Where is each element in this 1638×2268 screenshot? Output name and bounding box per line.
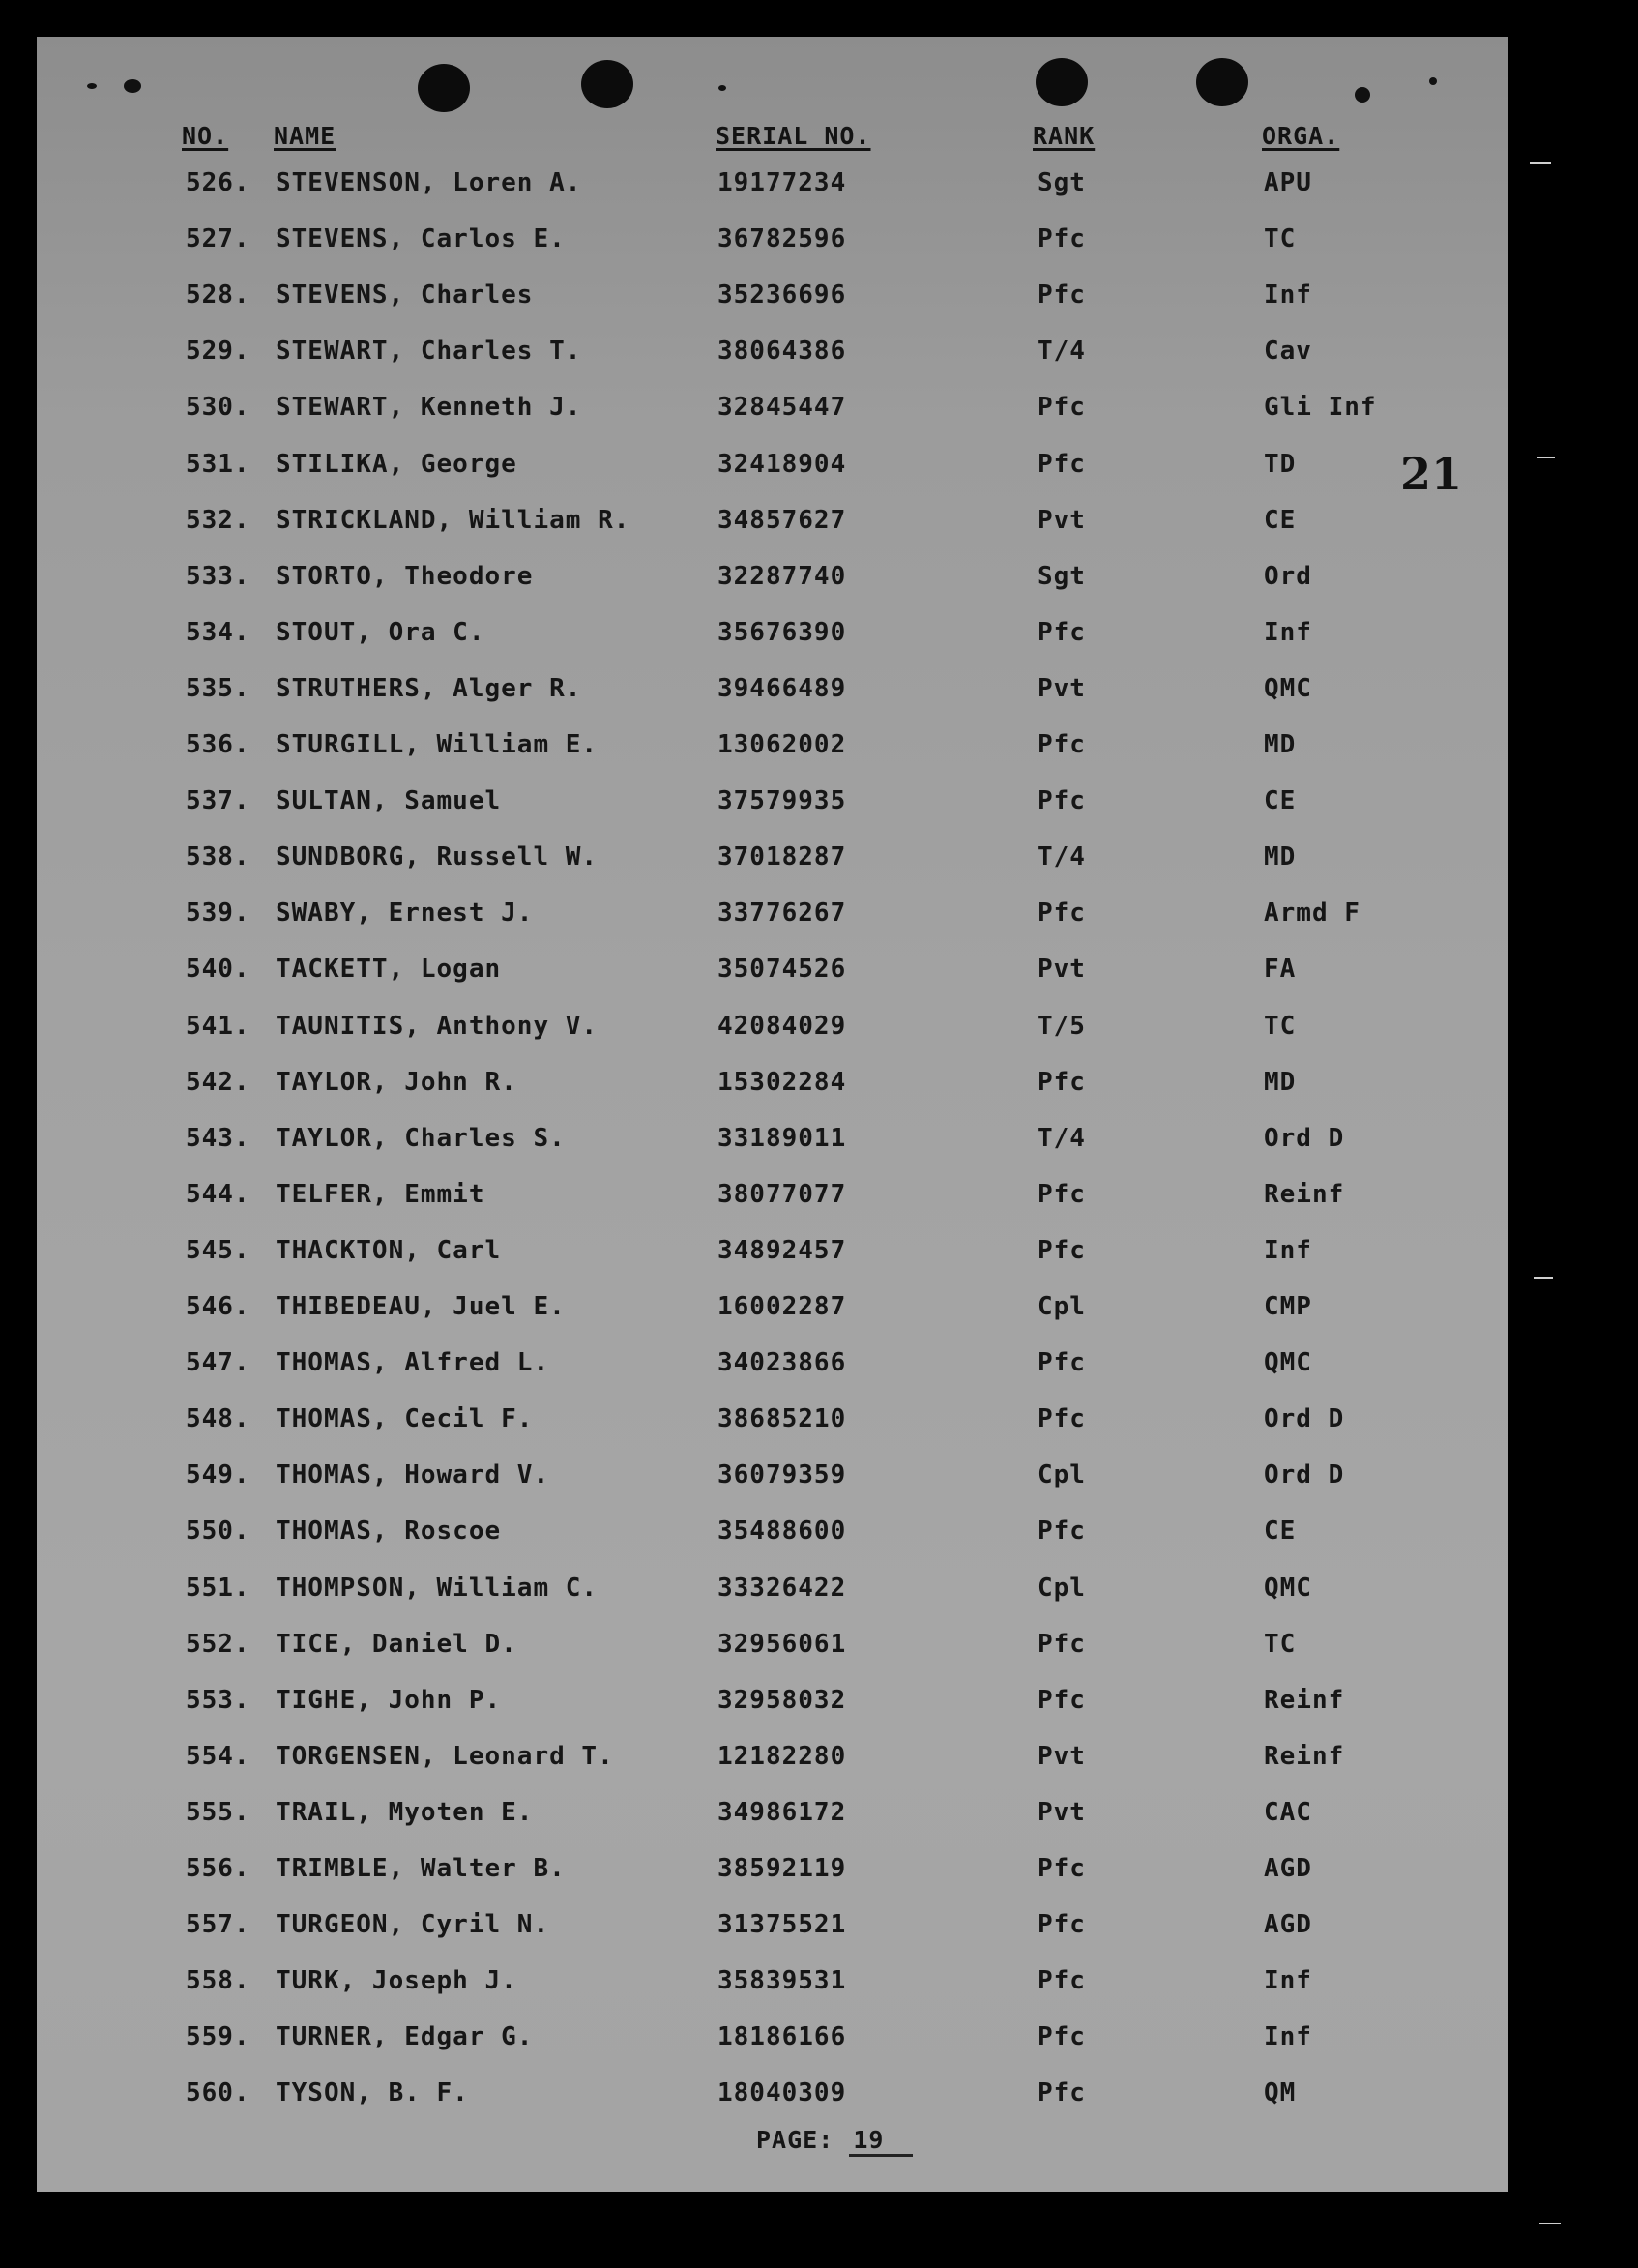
row-name: STORTO, Theodore <box>276 562 534 591</box>
table-row <box>0 506 1638 545</box>
row-number: 559. <box>186 2022 250 2051</box>
edge-mark <box>1530 162 1551 164</box>
row-orga: Inf <box>1264 2022 1312 2051</box>
row-number: 546. <box>186 1292 250 1321</box>
row-number: 529. <box>186 337 250 366</box>
row-serial: 35676390 <box>717 618 847 647</box>
row-number: 538. <box>186 842 250 871</box>
row-orga: Ord D <box>1264 1460 1345 1489</box>
row-rank: Cpl <box>1038 1460 1086 1489</box>
row-rank: Pvt <box>1038 674 1086 703</box>
table-row <box>0 168 1638 207</box>
row-rank: Cpl <box>1038 1292 1086 1321</box>
row-serial: 18186166 <box>717 2022 847 2051</box>
table-row <box>0 1348 1638 1387</box>
row-name: STRUTHERS, Alger R. <box>276 674 582 703</box>
row-number: 533. <box>186 562 250 591</box>
row-number: 532. <box>186 506 250 535</box>
edge-mark <box>1539 2223 1561 2224</box>
row-rank: Pfc <box>1038 1404 1086 1433</box>
row-name: TURK, Joseph J. <box>276 1966 517 1995</box>
row-number: 547. <box>186 1348 250 1377</box>
row-serial: 13062002 <box>717 730 847 759</box>
row-name: THOMAS, Alfred L. <box>276 1348 550 1377</box>
row-name: TICE, Daniel D. <box>276 1630 517 1659</box>
row-name: TACKETT, Logan <box>276 955 502 984</box>
row-name: THOMAS, Cecil F. <box>276 1404 534 1433</box>
row-number: 541. <box>186 1012 250 1041</box>
row-number: 550. <box>186 1517 250 1546</box>
row-name: TURNER, Edgar G. <box>276 2022 534 2051</box>
row-orga: TC <box>1264 224 1297 253</box>
row-orga: MD <box>1264 842 1297 871</box>
row-serial: 33776267 <box>717 898 847 928</box>
row-number: 549. <box>186 1460 250 1489</box>
table-row <box>0 1574 1638 1612</box>
table-row <box>0 1517 1638 1555</box>
row-orga: CAC <box>1264 1798 1312 1827</box>
table-row <box>0 1910 1638 1949</box>
row-rank: Pfc <box>1038 1910 1086 1939</box>
row-number: 553. <box>186 1686 250 1715</box>
punch-hole <box>418 64 470 112</box>
row-rank: Pfc <box>1038 898 1086 928</box>
table-row <box>0 1854 1638 1893</box>
row-rank: T/4 <box>1038 1124 1086 1153</box>
row-orga: APU <box>1264 168 1312 197</box>
row-rank: Pfc <box>1038 1686 1086 1715</box>
table-row <box>0 2022 1638 2061</box>
row-serial: 34857627 <box>717 506 847 535</box>
row-orga: Ord <box>1264 562 1312 591</box>
table-row <box>0 2078 1638 2117</box>
row-number: 535. <box>186 674 250 703</box>
row-rank: Pfc <box>1038 393 1086 422</box>
row-orga: CE <box>1264 786 1297 815</box>
row-number: 531. <box>186 450 250 479</box>
row-serial: 19177234 <box>717 168 847 197</box>
row-name: THOMAS, Howard V. <box>276 1460 550 1489</box>
page-number: 19 <box>849 2126 913 2157</box>
row-orga: Ord D <box>1264 1404 1345 1433</box>
row-serial: 18040309 <box>717 2078 847 2107</box>
table-row <box>0 1236 1638 1275</box>
row-orga: CMP <box>1264 1292 1312 1321</box>
row-serial: 37579935 <box>717 786 847 815</box>
row-name: TURGEON, Cyril N. <box>276 1910 550 1939</box>
row-serial: 12182280 <box>717 1742 847 1771</box>
table-row <box>0 450 1638 488</box>
row-orga: MD <box>1264 1068 1297 1097</box>
row-rank: Cpl <box>1038 1574 1086 1603</box>
row-rank: Pfc <box>1038 730 1086 759</box>
row-orga: Cav <box>1264 337 1312 366</box>
table-row <box>0 1292 1638 1331</box>
row-rank: Pfc <box>1038 618 1086 647</box>
row-name: STEWART, Kenneth J. <box>276 393 582 422</box>
row-rank: Pvt <box>1038 506 1086 535</box>
column-header-orga: ORGA. <box>1262 122 1340 150</box>
row-orga: Inf <box>1264 618 1312 647</box>
row-rank: Pvt <box>1038 1742 1086 1771</box>
row-rank: Pfc <box>1038 450 1086 479</box>
row-number: 555. <box>186 1798 250 1827</box>
row-name: STEWART, Charles T. <box>276 337 582 366</box>
row-name: THACKTON, Carl <box>276 1236 502 1265</box>
row-number: 556. <box>186 1854 250 1883</box>
row-serial: 33326422 <box>717 1574 847 1603</box>
row-orga: Inf <box>1264 1966 1312 1995</box>
row-serial: 38064386 <box>717 337 847 366</box>
row-name: STOUT, Ora C. <box>276 618 485 647</box>
row-serial: 32958032 <box>717 1686 847 1715</box>
page-footer <box>756 2126 913 2157</box>
row-rank: T/5 <box>1038 1012 1086 1041</box>
row-serial: 37018287 <box>717 842 847 871</box>
row-rank: Sgt <box>1038 168 1086 197</box>
row-orga: MD <box>1264 730 1297 759</box>
row-serial: 42084029 <box>717 1012 847 1041</box>
column-header-serial: SERIAL NO. <box>716 122 871 150</box>
row-serial: 33189011 <box>717 1124 847 1153</box>
row-name: TAYLOR, John R. <box>276 1068 517 1097</box>
row-rank: Pfc <box>1038 224 1086 253</box>
row-name: TRAIL, Myoten E. <box>276 1798 534 1827</box>
row-orga: AGD <box>1264 1854 1312 1883</box>
table-row <box>0 393 1638 431</box>
row-number: 536. <box>186 730 250 759</box>
row-orga: TC <box>1264 1012 1297 1041</box>
row-name: TELFER, Emmit <box>276 1180 485 1209</box>
row-orga: Reinf <box>1264 1742 1345 1771</box>
row-rank: Pfc <box>1038 1854 1086 1883</box>
table-row <box>0 562 1638 601</box>
table-row <box>0 842 1638 881</box>
row-rank: T/4 <box>1038 842 1086 871</box>
table-row <box>0 1404 1638 1443</box>
page-label: PAGE: <box>756 2126 834 2154</box>
row-orga: Inf <box>1264 280 1312 309</box>
table-row <box>0 280 1638 319</box>
row-number: 543. <box>186 1124 250 1153</box>
row-number: 545. <box>186 1236 250 1265</box>
side-page-number: 21 <box>1400 448 1463 500</box>
row-rank: Pfc <box>1038 1966 1086 1995</box>
row-number: 560. <box>186 2078 250 2107</box>
row-orga: Reinf <box>1264 1180 1345 1209</box>
row-name: TORGENSEN, Leonard T. <box>276 1742 614 1771</box>
row-orga: Inf <box>1264 1236 1312 1265</box>
table-row <box>0 674 1638 713</box>
row-name: THOMPSON, William C. <box>276 1574 599 1603</box>
edge-mark <box>1534 1277 1553 1279</box>
row-serial: 35236696 <box>717 280 847 309</box>
row-rank: Pfc <box>1038 280 1086 309</box>
row-orga: FA <box>1264 955 1297 984</box>
table-row <box>0 1460 1638 1499</box>
row-serial: 36079359 <box>717 1460 847 1489</box>
row-orga: QMC <box>1264 674 1312 703</box>
row-serial: 32287740 <box>717 562 847 591</box>
row-serial: 35839531 <box>717 1966 847 1995</box>
row-orga: Gli Inf <box>1264 393 1377 422</box>
row-rank: Pvt <box>1038 1798 1086 1827</box>
row-rank: Pfc <box>1038 2078 1086 2107</box>
ink-speck <box>1355 87 1370 103</box>
row-serial: 32845447 <box>717 393 847 422</box>
table-row <box>0 1686 1638 1724</box>
row-name: THIBEDEAU, Juel E. <box>276 1292 566 1321</box>
row-name: SULTAN, Samuel <box>276 786 502 815</box>
row-number: 544. <box>186 1180 250 1209</box>
row-serial: 36782596 <box>717 224 847 253</box>
row-number: 558. <box>186 1966 250 1995</box>
row-serial: 32418904 <box>717 450 847 479</box>
punch-hole <box>1036 58 1088 106</box>
row-serial: 38077077 <box>717 1180 847 1209</box>
row-orga: QMC <box>1264 1348 1312 1377</box>
row-orga: CE <box>1264 1517 1297 1546</box>
row-number: 551. <box>186 1574 250 1603</box>
table-row <box>0 1966 1638 2005</box>
row-name: TYSON, B. F. <box>276 2078 469 2107</box>
row-rank: Pfc <box>1038 1180 1086 1209</box>
row-serial: 38592119 <box>717 1854 847 1883</box>
row-orga: Ord D <box>1264 1124 1345 1153</box>
ink-speck <box>718 85 726 91</box>
row-name: SUNDBORG, Russell W. <box>276 842 599 871</box>
row-number: 534. <box>186 618 250 647</box>
row-orga: AGD <box>1264 1910 1312 1939</box>
row-rank: Pfc <box>1038 786 1086 815</box>
row-name: STILIKA, George <box>276 450 517 479</box>
row-name: STEVENS, Carlos E. <box>276 224 566 253</box>
row-rank: Pvt <box>1038 955 1086 984</box>
row-number: 554. <box>186 1742 250 1771</box>
row-serial: 38685210 <box>717 1404 847 1433</box>
row-number: 528. <box>186 280 250 309</box>
row-number: 540. <box>186 955 250 984</box>
row-name: STURGILL, William E. <box>276 730 599 759</box>
table-row <box>0 337 1638 375</box>
row-number: 557. <box>186 1910 250 1939</box>
table-row <box>0 1012 1638 1050</box>
row-orga: TC <box>1264 1630 1297 1659</box>
punch-hole <box>581 60 633 108</box>
row-number: 552. <box>186 1630 250 1659</box>
row-name: STEVENS, Charles <box>276 280 534 309</box>
row-serial: 16002287 <box>717 1292 847 1321</box>
row-serial: 34892457 <box>717 1236 847 1265</box>
table-row <box>0 1742 1638 1781</box>
row-rank: Pfc <box>1038 1236 1086 1265</box>
table-row <box>0 955 1638 993</box>
row-orga: CE <box>1264 506 1297 535</box>
row-rank: Pfc <box>1038 1068 1086 1097</box>
row-number: 530. <box>186 393 250 422</box>
row-name: TRIMBLE, Walter B. <box>276 1854 566 1883</box>
row-number: 539. <box>186 898 250 928</box>
row-rank: Sgt <box>1038 562 1086 591</box>
row-number: 526. <box>186 168 250 197</box>
row-serial: 32956061 <box>717 1630 847 1659</box>
table-row <box>0 1630 1638 1668</box>
ink-speck <box>1429 77 1437 85</box>
row-number: 548. <box>186 1404 250 1433</box>
row-serial: 35074526 <box>717 955 847 984</box>
row-serial: 34986172 <box>717 1798 847 1827</box>
table-row <box>0 786 1638 825</box>
row-number: 537. <box>186 786 250 815</box>
column-header-rank: RANK <box>1033 122 1096 150</box>
table-row <box>0 898 1638 937</box>
row-name: TAYLOR, Charles S. <box>276 1124 566 1153</box>
row-name: SWABY, Ernest J. <box>276 898 534 928</box>
row-serial: 35488600 <box>717 1517 847 1546</box>
row-serial: 39466489 <box>717 674 847 703</box>
row-rank: T/4 <box>1038 337 1086 366</box>
edge-mark <box>1537 457 1555 458</box>
table-row <box>0 618 1638 657</box>
column-header-no: NO. <box>182 122 229 150</box>
row-rank: Pfc <box>1038 2022 1086 2051</box>
table-row <box>0 1180 1638 1219</box>
row-orga: QM <box>1264 2078 1297 2107</box>
ink-speck <box>124 79 141 93</box>
row-serial: 15302284 <box>717 1068 847 1097</box>
row-name: TIGHE, John P. <box>276 1686 502 1715</box>
row-rank: Pfc <box>1038 1348 1086 1377</box>
row-serial: 31375521 <box>717 1910 847 1939</box>
table-row <box>0 1124 1638 1163</box>
row-orga: QMC <box>1264 1574 1312 1603</box>
row-rank: Pfc <box>1038 1517 1086 1546</box>
row-rank: Pfc <box>1038 1630 1086 1659</box>
row-name: STEVENSON, Loren A. <box>276 168 582 197</box>
row-orga: TD <box>1264 450 1297 479</box>
row-name: THOMAS, Roscoe <box>276 1517 502 1546</box>
row-number: 542. <box>186 1068 250 1097</box>
table-row <box>0 1798 1638 1837</box>
row-number: 527. <box>186 224 250 253</box>
row-serial: 34023866 <box>717 1348 847 1377</box>
table-row <box>0 730 1638 769</box>
row-name: STRICKLAND, William R. <box>276 506 630 535</box>
ink-speck <box>87 83 97 89</box>
row-orga: Armd F <box>1264 898 1360 928</box>
row-name: TAUNITIS, Anthony V. <box>276 1012 599 1041</box>
punch-hole <box>1196 58 1248 106</box>
row-orga: Reinf <box>1264 1686 1345 1715</box>
table-row <box>0 1068 1638 1106</box>
column-header-name: NAME <box>274 122 336 150</box>
table-row <box>0 224 1638 263</box>
